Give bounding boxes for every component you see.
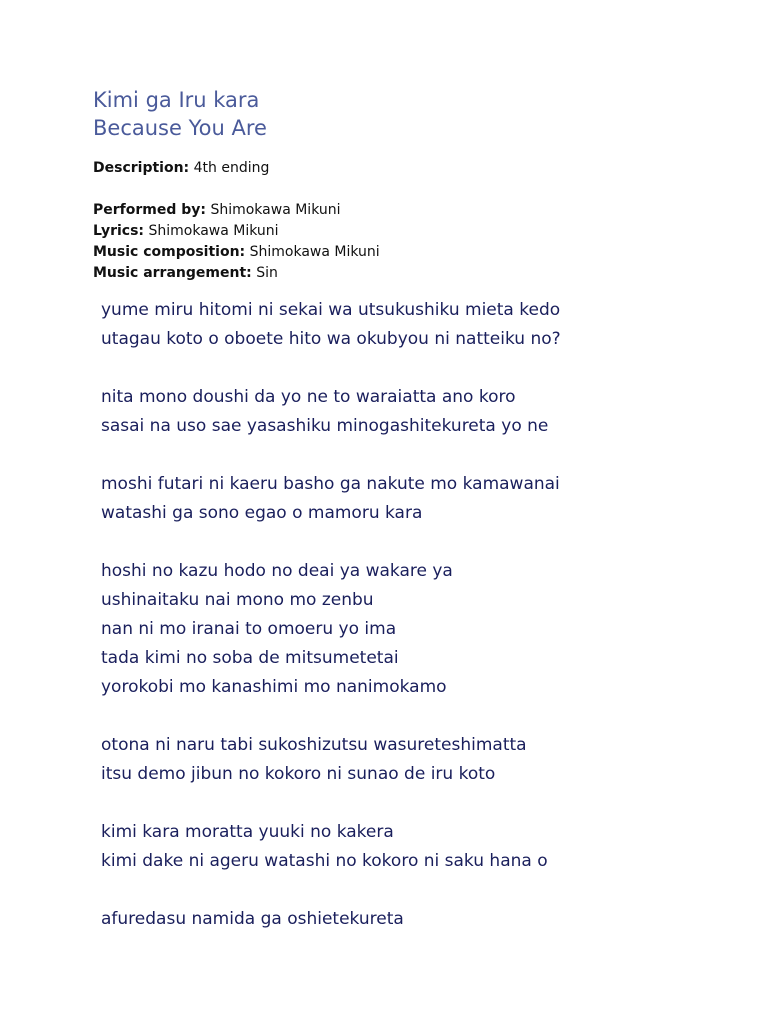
lyric-line: utagau koto o oboete hito wa okubyou ni natteiku no? bbox=[101, 329, 561, 349]
credit-composition bbox=[93, 242, 380, 263]
lyric-line: otona ni naru tabi sukoshizutsu wasureteshimatta bbox=[101, 735, 527, 755]
credit-lyrics bbox=[93, 221, 380, 242]
credit-value: Shimokawa Mikuni bbox=[148, 223, 279, 239]
lyric-line: nita mono doushi da yo ne to waraiatta ano koro bbox=[101, 387, 516, 407]
song-title bbox=[93, 86, 267, 142]
lyrics-stanza bbox=[101, 905, 761, 934]
lyric-line: kimi kara moratta yuuki no kakera bbox=[101, 822, 394, 842]
song-title-english: Because You Are bbox=[93, 116, 267, 140]
lyric-line: watashi ga sono egao o mamoru kara bbox=[101, 503, 423, 523]
lyric-line: yume miru hitomi ni sekai wa utsukushiku mieta kedo bbox=[101, 300, 561, 320]
credit-arrangement bbox=[93, 263, 380, 284]
lyric-line: hoshi no kazu hodo no deai ya wakare ya bbox=[101, 561, 453, 581]
lyric-line: ushinaitaku nai mono mo zenbu bbox=[101, 590, 374, 610]
lyrics-stanza bbox=[101, 383, 761, 441]
lyric-line: sasai na uso sae yasashiku minogashitekureta yo ne bbox=[101, 416, 549, 436]
lyrics-stanza bbox=[101, 296, 761, 354]
credits bbox=[93, 200, 380, 284]
credit-value: Shimokawa Mikuni bbox=[210, 202, 341, 218]
lyrics-stanza bbox=[101, 818, 761, 876]
credit-label: Music arrangement: bbox=[93, 265, 252, 281]
description-value: 4th ending bbox=[193, 160, 270, 176]
lyrics-stanza bbox=[101, 731, 761, 789]
lyric-line: nan ni mo iranai to omoeru yo ima bbox=[101, 619, 397, 639]
credit-label: Music composition: bbox=[93, 244, 246, 260]
lyric-line: yorokobi mo kanashimi mo nanimokamo bbox=[101, 677, 447, 697]
credit-label: Performed by: bbox=[93, 202, 206, 218]
credit-label: Lyrics: bbox=[93, 223, 145, 239]
lyric-line: afuredasu namida ga oshietekureta bbox=[101, 909, 404, 929]
lyric-line: moshi futari ni kaeru basho ga nakute mo kamawanai bbox=[101, 474, 560, 494]
lyric-line: itsu demo jibun no kokoro ni sunao de iru koto bbox=[101, 764, 496, 784]
credit-performer bbox=[93, 200, 380, 221]
lyrics-stanza bbox=[101, 557, 761, 702]
lyrics-stanza bbox=[101, 470, 761, 528]
song-title-romaji: Kimi ga Iru kara bbox=[93, 88, 260, 112]
description-label: Description: bbox=[93, 160, 190, 176]
lyrics bbox=[101, 296, 761, 963]
lyric-line: kimi dake ni ageru watashi no kokoro ni saku hana o bbox=[101, 851, 548, 871]
description-line bbox=[93, 158, 269, 179]
credit-value: Sin bbox=[256, 265, 278, 281]
lyric-line: tada kimi no soba de mitsumetetai bbox=[101, 648, 399, 668]
credit-value: Shimokawa Mikuni bbox=[249, 244, 380, 260]
